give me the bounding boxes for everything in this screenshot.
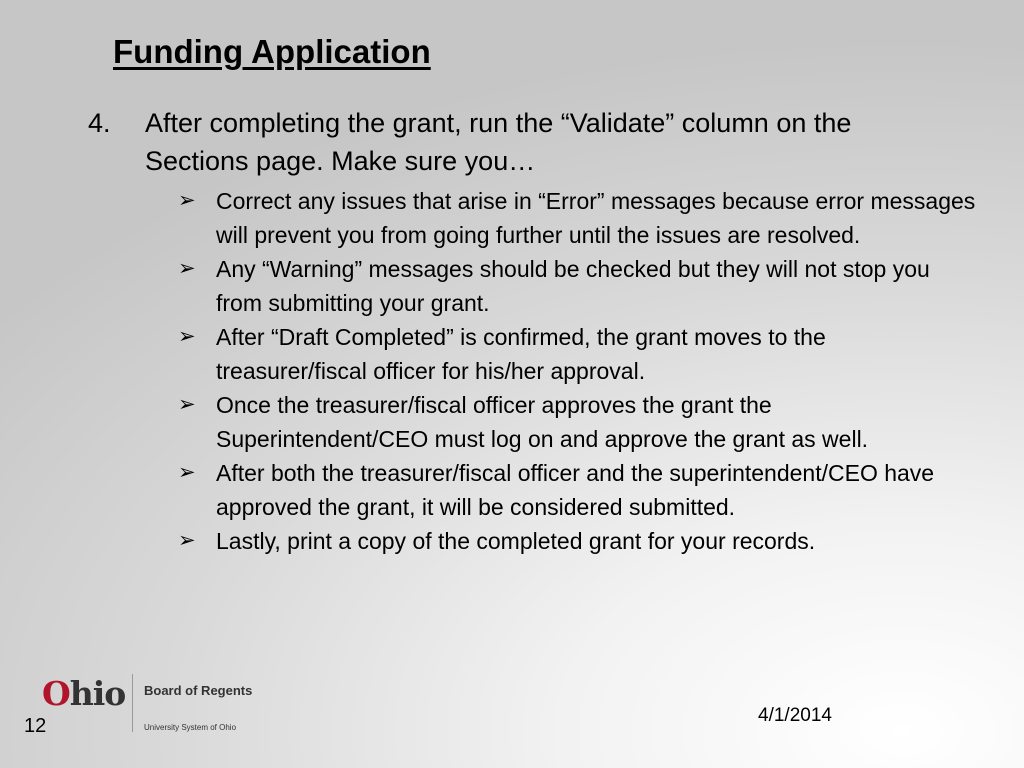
bullet-item: [178, 388, 978, 456]
bullet-text: After both the treasurer/fiscal officer and the superintendent/CEO have approved the grant, it will be considered submitted.: [216, 460, 935, 520]
bullet-text: Any “Warning” messages should be checked but they will not stop you from submitting your grant.: [216, 256, 930, 316]
university-system-text: University System of Ohio: [144, 723, 237, 732]
bullet-item: [178, 184, 978, 252]
step-text: After completing the grant, run the “Validate” column on the Sections page. Make sure you…: [145, 108, 852, 176]
arrow-bullet-icon: ➢: [178, 461, 196, 484]
arrow-bullet-icon: ➢: [178, 393, 196, 416]
arrow-bullet-icon: ➢: [178, 325, 196, 348]
bullet-text: Lastly, print a copy of the completed grant for your records.: [216, 528, 816, 554]
bullet-list: [178, 184, 978, 558]
slide-title: Funding Application: [113, 33, 431, 70]
page-number: 12: [24, 715, 47, 737]
bullet-text: Once the treasurer/fiscal officer approves the grant the Superintendent/CEO must log on and approve the grant as well.: [216, 392, 869, 452]
bullet-text: After “Draft Completed” is confirmed, the grant moves to the treasurer/fiscal officer for his/her approval.: [216, 324, 826, 384]
step-number: 4.: [88, 108, 111, 138]
slide-date: 4/1/2014: [758, 705, 832, 726]
bullet-item: [178, 320, 978, 388]
bullet-item: [178, 456, 978, 524]
arrow-bullet-icon: ➢: [178, 257, 196, 280]
bullet-text: Correct any issues that arise in “Error” messages because error messages will prevent you from going further until the issues are resolved.: [216, 188, 976, 248]
bullet-item: [178, 252, 978, 320]
logo-divider: [132, 674, 133, 732]
ohio-wordmark: Ohio: [42, 674, 126, 713]
bullet-item: [178, 524, 978, 558]
arrow-bullet-icon: ➢: [178, 189, 196, 212]
ohio-board-of-regents-logo: [40, 668, 280, 738]
arrow-bullet-icon: ➢: [178, 529, 196, 552]
board-of-regents-text: Board of Regents: [144, 683, 253, 698]
